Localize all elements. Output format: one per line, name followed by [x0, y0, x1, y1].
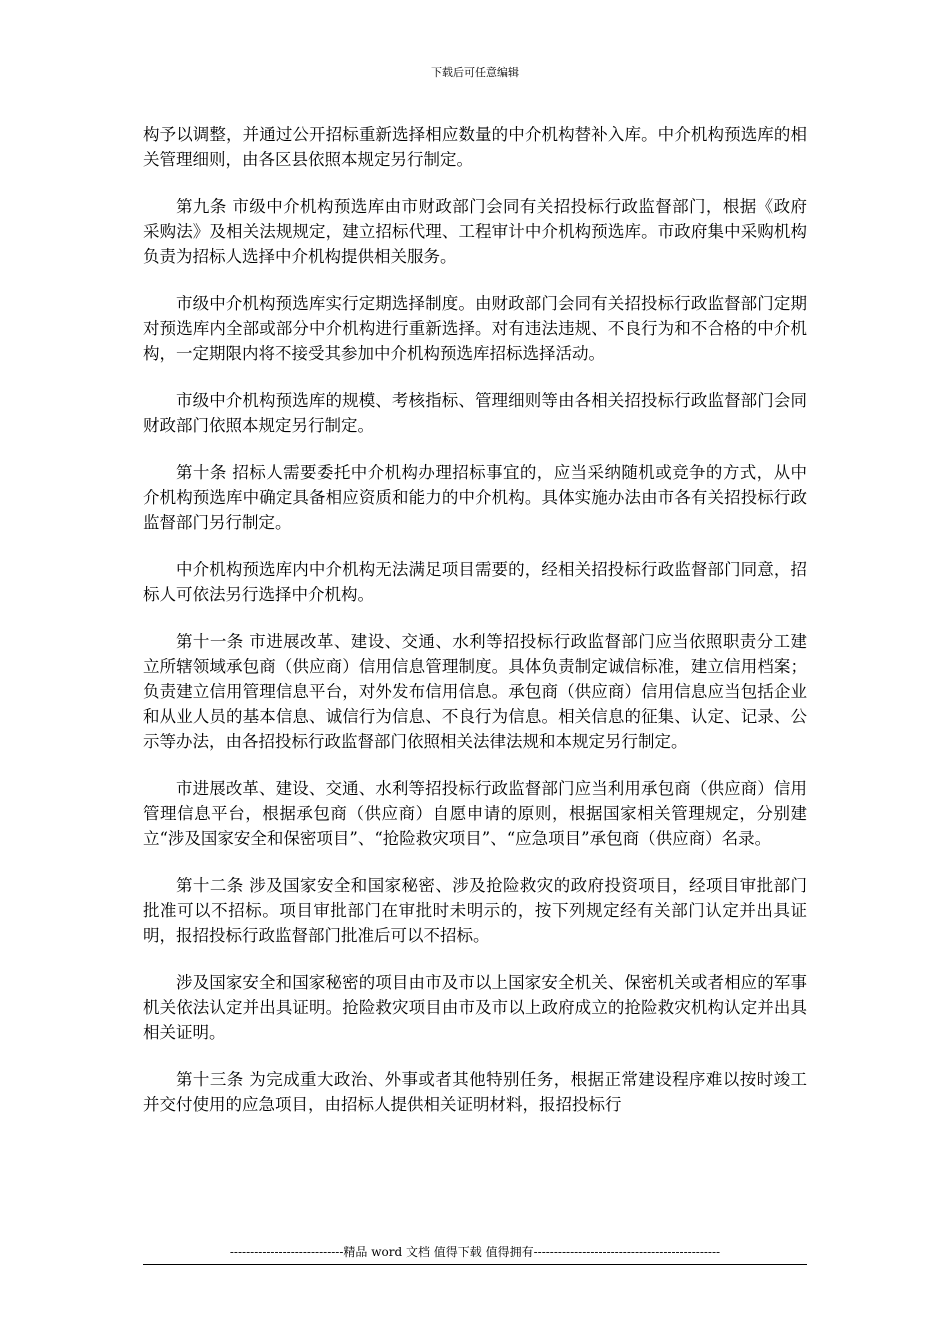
paragraph: 构予以调整，并通过公开招标重新选择相应数量的中介机构替补入库。中介机构预选库的相关管理细则，由各区县依照本规定另行制定。 [143, 125, 807, 169]
page-header: 下载后可任意编辑 [431, 66, 519, 79]
page-footer: ----------------------------精品 word 文档 值得下载 值得拥有---------------------------------------------- [229, 1245, 721, 1259]
paragraph: 第十条 招标人需要委托中介机构办理招标事宜的，应当采纳随机或竞争的方式，从中介机构预选库中确定具备相应资质和能力的中介机构。具体实施办法由市各有关招投标行政监督部门另行制定。 [143, 463, 807, 532]
document-body [143, 122, 807, 1139]
paragraph: 市进展改革、建设、交通、水利等招投标行政监督部门应当利用承包商（供应商）信用管理信息平台，根据承包商（供应商）自愿申请的原则，根据国家相关管理规定，分别建立“涉及国家安全和保密项目”、“抢险救灾项目”、“应急项目”承包商（供应商）名录。 [143, 779, 807, 848]
paragraph: 第十二条 涉及国家安全和国家秘密、涉及抢险救灾的政府投资项目，经项目审批部门批准可以不招标。项目审批部门在审批时未明示的，按下列规定经有关部门认定并出具证明，报招投标行政监督部门批准后可以不招标。 [143, 876, 807, 945]
paragraph: 涉及国家安全和国家秘密的项目由市及市以上国家安全机关、保密机关或者相应的军事机关依法认定并出具证明。抢险救灾项目由市及市以上政府成立的抢险救灾机构认定并出具相关证明。 [143, 973, 807, 1042]
paragraph: 市级中介机构预选库的规模、考核指标、管理细则等由各相关招投标行政监督部门会同财政部门依照本规定另行制定。 [143, 391, 807, 435]
paragraph: 第九条 市级中介机构预选库由市财政部门会同有关招投标行政监督部门，根据《政府采购法》及相关法规规定，建立招标代理、工程审计中介机构预选库。市政府集中采购机构负责为招标人选择中介机构提供相关服务。 [143, 197, 807, 266]
footer-divider [143, 1264, 807, 1265]
paragraph: 市级中介机构预选库实行定期选择制度。由财政部门会同有关招投标行政监督部门定期对预选库内全部或部分中介机构进行重新选择。对有违法违规、不良行为和不合格的中介机构，一定期限内将不接受其参加中介机构预选库招标选择活动。 [143, 294, 807, 363]
paragraph: 第十一条 市进展改革、建设、交通、水利等招投标行政监督部门应当依照职责分工建立所辖领域承包商（供应商）信用信息管理制度。具体负责制定诚信标准，建立信用档案；负责建立信用管理信息平台，对外发布信用信息。承包商（供应商）信用信息应当包括企业和从业人员的基本信息、诚信行为信息、不良行为信息。相关信息的征集、认定、记录、公示等办法，由各招投标行政监督部门依照相关法律法规和本规定另行制定。 [143, 632, 807, 751]
paragraph: 中介机构预选库内中介机构无法满足项目需要的，经相关招投标行政监督部门同意，招标人可依法另行选择中介机构。 [143, 560, 807, 604]
paragraph: 第十三条 为完成重大政治、外事或者其他特别任务，根据正常建设程序难以按时竣工并交付使用的应急项目，由招标人提供相关证明材料，报招投标行 [143, 1070, 807, 1114]
